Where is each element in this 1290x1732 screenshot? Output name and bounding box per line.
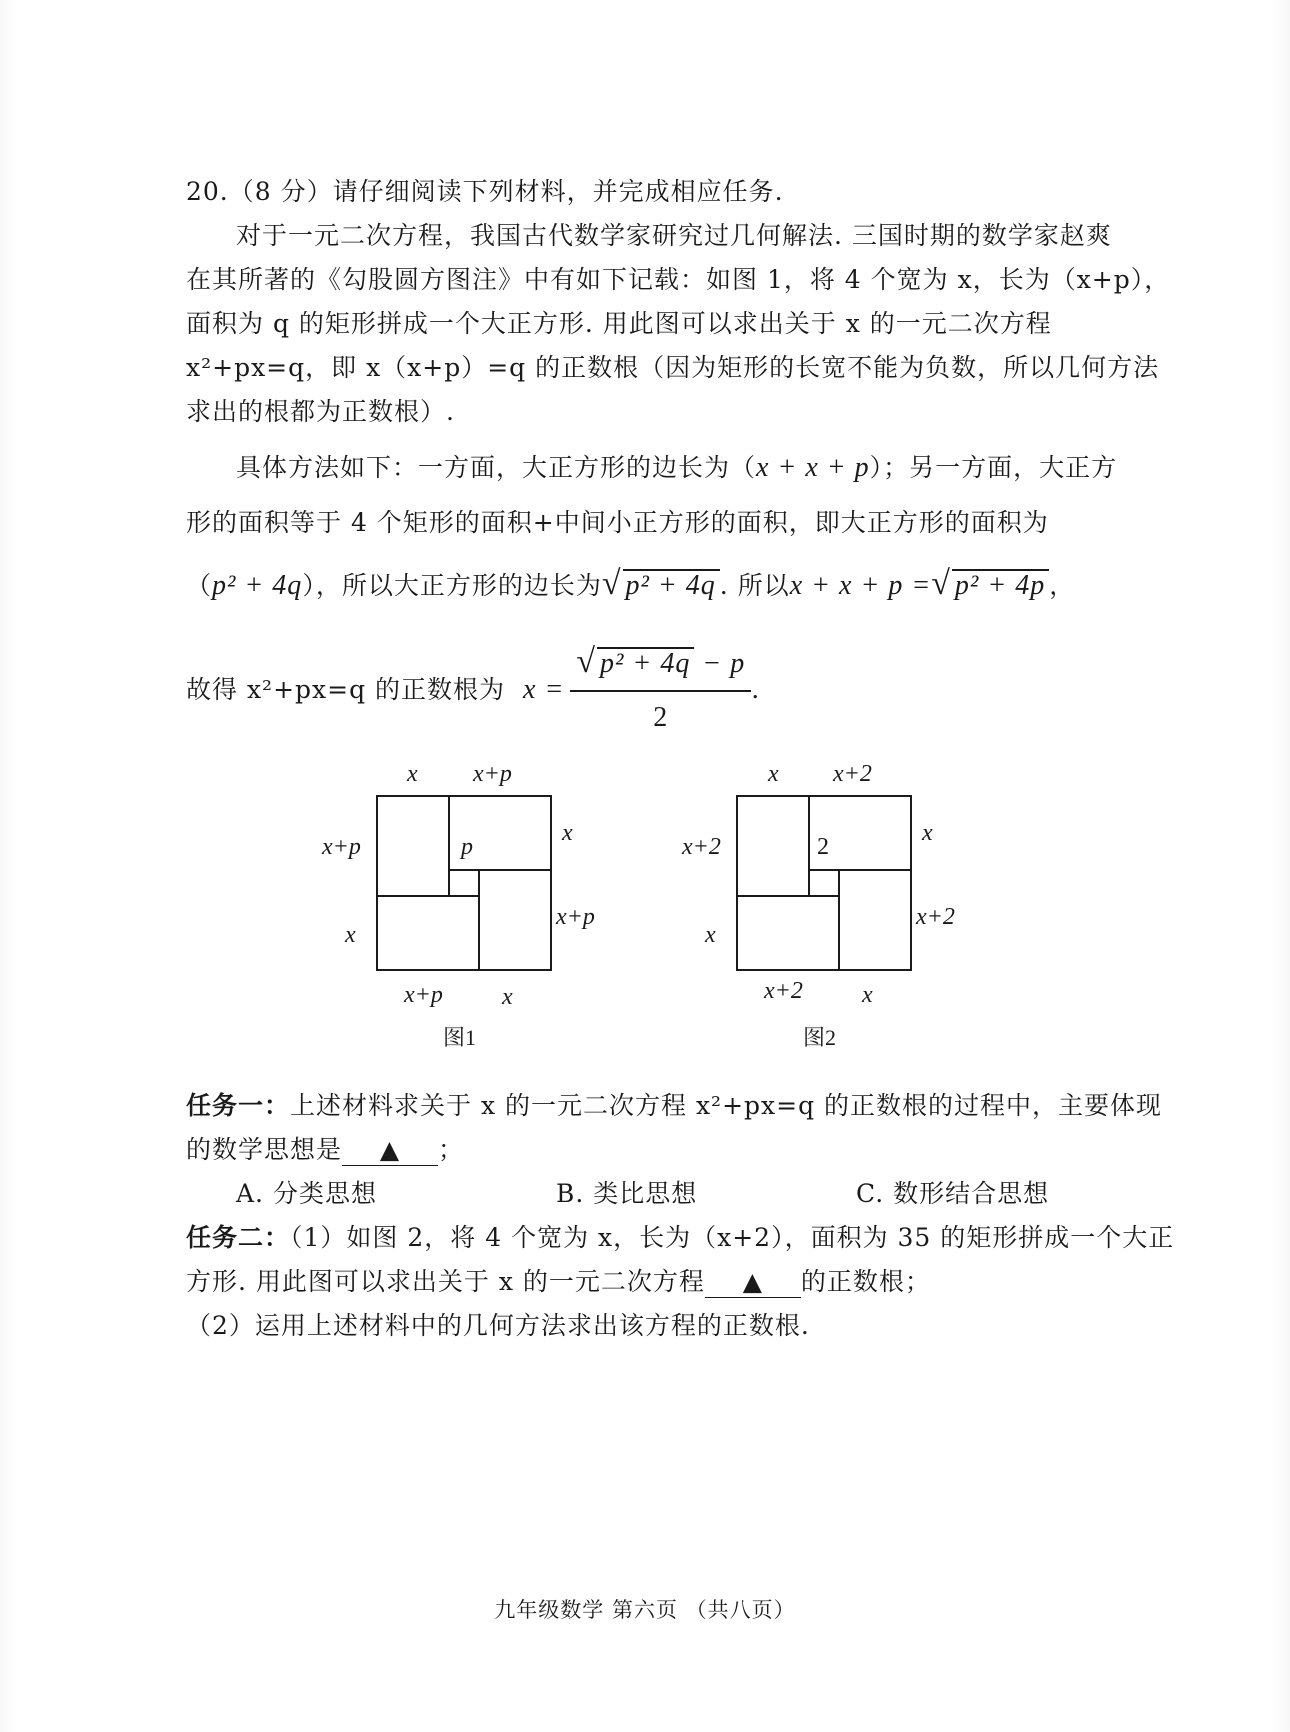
fig1-label-bottom-right: x — [502, 984, 513, 1010]
method-text: ），所以大正方形的边长为 — [302, 571, 602, 600]
task2-line-1 — [186, 1216, 1175, 1260]
method-line-3 — [186, 552, 1106, 618]
task2-line-3: （2）运用上述材料中的几何方法求出该方程的正数根. — [186, 1311, 810, 1340]
fig2-label-bottom-right: x — [862, 982, 873, 1008]
fig1-label-top-left: x — [407, 761, 418, 787]
method-line-1 — [186, 442, 1118, 494]
task2-answer-blank[interactable]: ▲ — [705, 1267, 801, 1298]
method-text: （ — [186, 571, 213, 600]
fig2-big-square — [737, 796, 911, 970]
page-footer: 九年级数学 第六页 （共八页） — [494, 1598, 796, 1622]
option-c: C. 数形结合思想 — [856, 1179, 1050, 1208]
root-x: x = — [523, 674, 565, 705]
task2-title: 任务二： — [186, 1223, 291, 1252]
fig1-caption: 图1 — [443, 1025, 477, 1050]
fraction-denominator: 2 — [653, 702, 669, 733]
sqrt-radicand-2: p² + 4p — [952, 569, 1049, 601]
material-line-2: 在其所著的《勾股圆方图注》中有如下记载：如图 1，将 4 个宽为 x，长为（x+p）， — [186, 265, 1171, 294]
root-formula-line — [186, 640, 1106, 740]
task1-text: ； — [438, 1135, 465, 1164]
material-line-5: 求出的根都为正数根）. — [186, 397, 455, 426]
numerator-tail: − p — [702, 648, 746, 679]
material-line-3: 面积为 q 的矩形拼成一个大正方形. 用此图可以求出关于 x 的一元二次方程 — [186, 309, 1052, 338]
fig1-label-right-bottom: x+p — [556, 904, 595, 930]
root-text: 故得 x²+px=q 的正数根为 — [186, 675, 506, 704]
root-fraction — [570, 640, 751, 740]
figures-svg — [0, 740, 1290, 1070]
task1-line-1 — [186, 1084, 1163, 1128]
fig1-label-left-bottom: x — [345, 922, 356, 948]
sqrt-expr-2: √ p² + 4p — [931, 570, 1049, 601]
method-text: ）；另一方面，大正方 — [869, 453, 1118, 482]
option-a: A. 分类思想 — [236, 1179, 377, 1208]
fig1-label-left-top: x+p — [322, 834, 361, 860]
fraction-numerator: √ p² + 4q − p — [570, 640, 751, 692]
method-text: . 所以 — [719, 571, 790, 600]
task1-options — [186, 1172, 1106, 1216]
question-heading: 20.（8 分）请仔细阅读下列材料，并完成相应任务. — [186, 177, 784, 206]
sqrt-expr: √ p² + 4q — [602, 570, 720, 601]
figure-2 — [681, 761, 955, 1050]
method-text: ， — [1049, 571, 1076, 600]
fig1-label-bottom-left: x+p — [404, 982, 443, 1008]
fig2-label-center: 2 — [817, 834, 829, 860]
fig1-label-top-right: x+p — [473, 761, 512, 787]
task1-title: 任务一： — [186, 1091, 291, 1120]
fig1-big-square — [377, 796, 551, 970]
fig2-label-bottom-left: x+2 — [764, 978, 803, 1004]
task2-text: 的正数根； — [800, 1267, 931, 1296]
sqrt-radicand: p² + 4q — [623, 569, 720, 601]
task1-line-2 — [186, 1128, 1106, 1172]
option-b: B. 类比思想 — [556, 1179, 698, 1208]
method-paragraph — [186, 442, 1118, 618]
figure-1 — [321, 761, 595, 1050]
fig2-label-top-left: x — [768, 761, 779, 787]
method-line-2: 形的面积等于 4 个矩形的面积+中间小正方形的面积，即大正方形的面积为 — [186, 508, 1049, 537]
task-section — [186, 1084, 1175, 1348]
side-length-expr: x + x + p — [756, 452, 870, 483]
fig2-caption: 图2 — [803, 1025, 837, 1050]
figures-area — [0, 740, 1290, 1074]
area-expr: p² + 4q — [212, 570, 303, 601]
fig2-label-right-bottom: x+2 — [916, 904, 955, 930]
fig2-label-left-top: x+2 — [682, 834, 721, 860]
fig1-label-right-top: x — [562, 820, 573, 846]
task1-answer-blank[interactable]: ▲ — [342, 1135, 438, 1166]
material-line-4: x²+px=q，即 x（x+p）=q 的正数根（因为矩形的长宽不能为负数，所以几何方法 — [186, 353, 1160, 382]
fig1-label-center: p — [461, 834, 473, 860]
task2-text: （1）如图 2，将 4 个宽为 x，长为（x+2），面积为 35 的矩形拼成一个大正 — [290, 1223, 1175, 1252]
fig2-label-left-bottom: x — [705, 922, 716, 948]
task1-text: 的数学思想是 — [186, 1135, 343, 1164]
equation-lhs: x + x + p = — [789, 570, 932, 601]
fig2-label-right-top: x — [922, 820, 933, 846]
method-text: 具体方法如下：一方面，大正方形的边长为（ — [236, 453, 757, 482]
task2-text: 方形. 用此图可以求出关于 x 的一元二次方程 — [186, 1267, 705, 1296]
root-end: . — [751, 675, 761, 704]
fig2-label-top-right: x+2 — [833, 761, 872, 787]
task1-text: 上述材料求关于 x 的一元二次方程 x²+px=q 的正数根的过程中，主要体现 — [290, 1091, 1163, 1120]
question-20 — [186, 170, 1171, 434]
numerator-radicand: p² + 4q — [597, 647, 694, 679]
task2-line-2 — [186, 1260, 1106, 1304]
material-line-1: 对于一元二次方程，我国古代数学家研究过几何解法. 三国时期的数学家赵爽 — [236, 221, 1112, 250]
